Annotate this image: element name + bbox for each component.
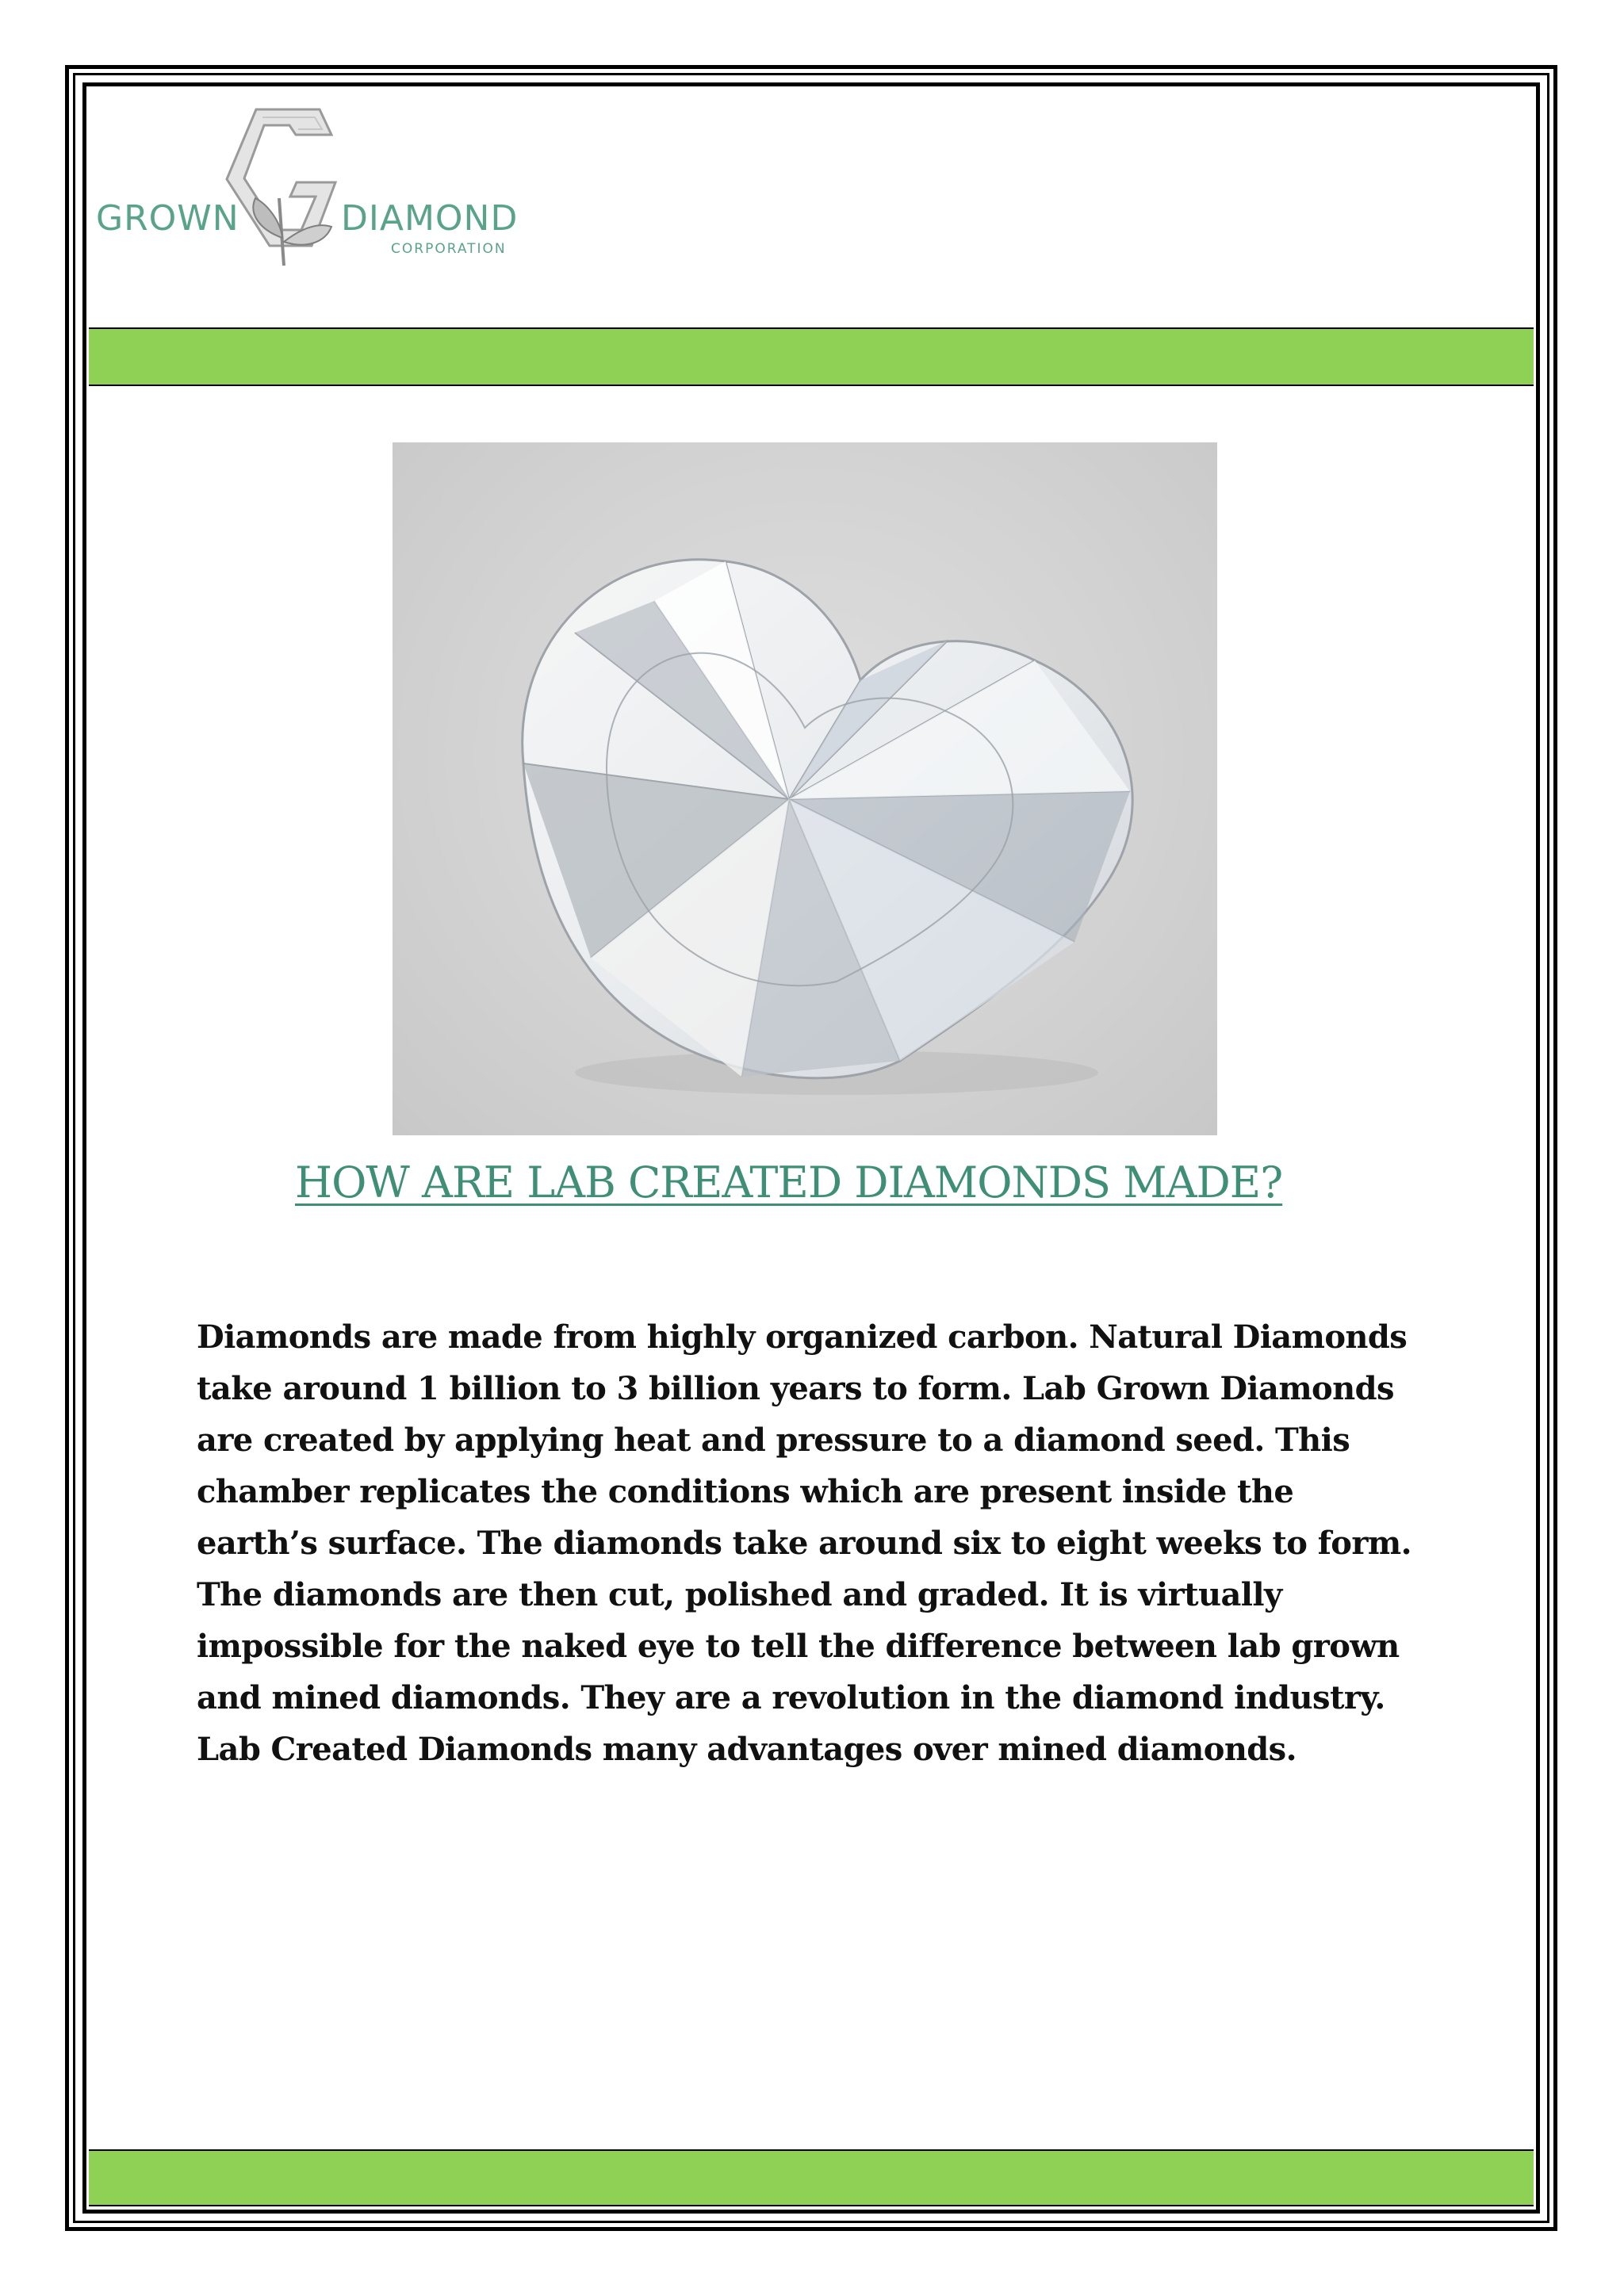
heart-icon [393,442,1217,1135]
page-border-inner [82,82,1540,2214]
page-heading: HOW ARE LAB CREATED DIAMONDS MADE? [295,1158,1283,1207]
grown-diamond-logo [94,103,522,270]
body-paragraph [197,1311,1434,1775]
body-line: earth’s surface. The diamonds take around six to eight weeks to form. [197,1525,1411,1562]
logo-word-diamond: DIAMOND [341,198,519,239]
header-accent-bar [89,327,1534,386]
heart-diamond-photo [393,442,1217,1135]
body-line: take around 1 billion to 3 billion years to form. Lab Grown Diamonds [197,1370,1394,1407]
body-line: and mined diamonds. They are a revolution in the diamond industry. [197,1679,1385,1716]
body-line: The diamonds are then cut, polished and graded. It is virtually [197,1576,1282,1613]
body-line: impossible for the naked eye to tell the difference between lab grown [197,1628,1400,1665]
body-line: chamber replicates the conditions which are present inside the [197,1473,1294,1510]
logo-tagline: CORPORATION [391,241,507,257]
footer-accent-bar [89,2149,1534,2206]
body-line: Diamonds are made from highly organized carbon. Natural Diamonds [197,1318,1408,1356]
logo-word-grown: GROWN [96,198,239,239]
body-line: are created by applying heat and pressure to a diamond seed. This [197,1422,1350,1459]
body-line: Lab Created Diamonds many advantages over mined diamonds. [197,1731,1297,1768]
